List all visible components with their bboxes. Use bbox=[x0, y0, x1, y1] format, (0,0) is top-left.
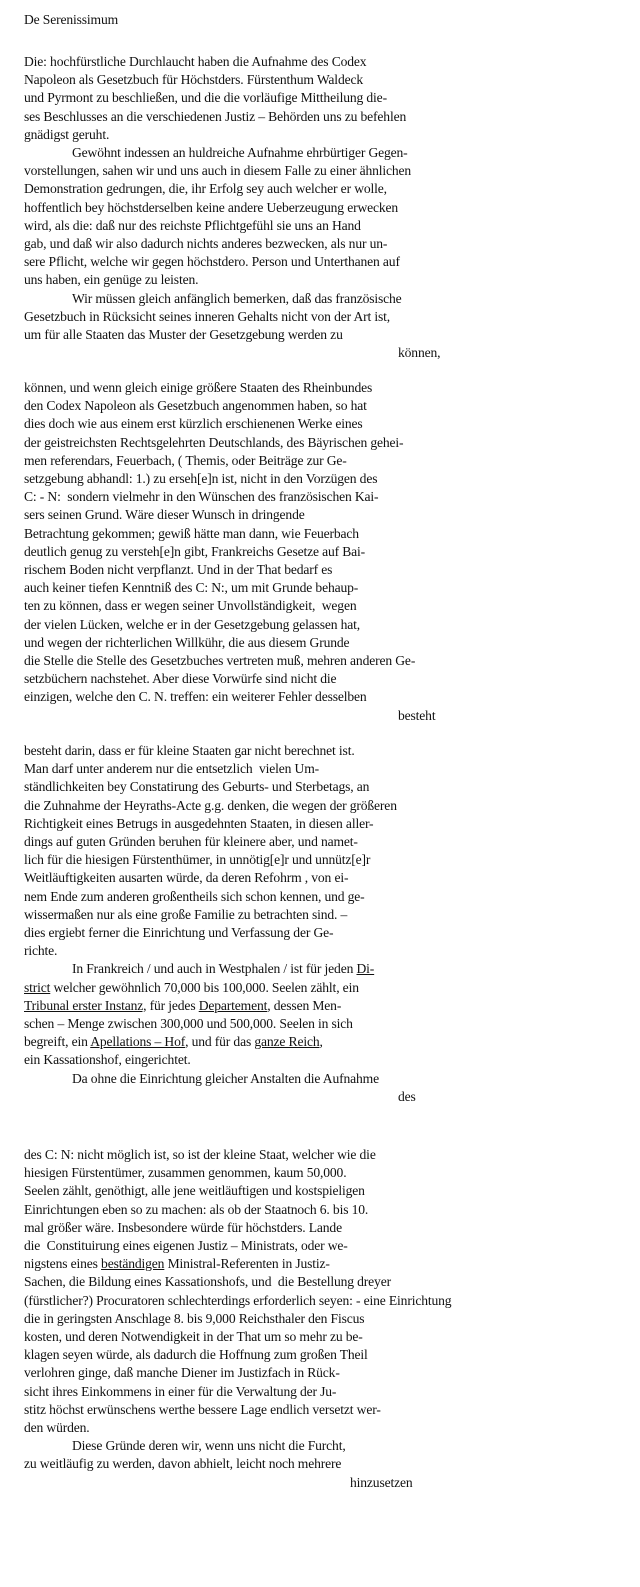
text-line bbox=[24, 906, 347, 924]
text-segment: (fürstlicher?) Procuratoren schlechterdings erforderlich seyen: - eine Einrichtung bbox=[24, 1292, 452, 1308]
text-segment: Da ohne die Einrichtung gleicher Anstalten die Aufnahme bbox=[72, 1070, 379, 1086]
text-segment: den Codex Napoleon als Gesetzbuch angenommen haben, so hat bbox=[24, 398, 367, 414]
text-line bbox=[24, 942, 57, 960]
text-line bbox=[24, 1401, 381, 1419]
text-line bbox=[24, 1255, 330, 1273]
text-line bbox=[24, 326, 343, 344]
text-line bbox=[24, 815, 373, 833]
text-line bbox=[72, 1070, 379, 1088]
text-line bbox=[24, 89, 387, 107]
text-segment: ses Beschlusses an die verschiedenen Justiz – Behörden uns zu befehlen bbox=[24, 108, 407, 124]
text-segment: dies ergiebt ferner die Einrichtung und Verfassung der Ge- bbox=[24, 925, 334, 940]
text-line bbox=[72, 290, 402, 308]
text-line bbox=[24, 71, 363, 89]
text-line bbox=[24, 452, 347, 470]
text-line bbox=[24, 379, 372, 397]
underlined-term: ganze Reich bbox=[254, 1034, 320, 1050]
text-line bbox=[24, 561, 332, 579]
text-line bbox=[24, 470, 377, 488]
text-line bbox=[24, 888, 365, 906]
text-line bbox=[24, 634, 349, 652]
text-line bbox=[24, 1328, 363, 1346]
text-line bbox=[24, 1346, 368, 1364]
text-segment: men referendars, Feuerbach, ( Themis, oder Beiträge zur Ge- bbox=[24, 452, 347, 468]
text-segment: gab, und daß wir also dadurch nichts anderes bezwecken, als nur un- bbox=[24, 236, 388, 251]
text-segment: hoffentlich bey höchstderselben keine andere Ueberzeugung erwecken bbox=[24, 199, 399, 215]
text-segment: rischem Boden nicht verpflanzt. Und in der That bedarf es bbox=[24, 562, 333, 577]
underlined-term: Tribunal erster Instanz, bbox=[24, 997, 147, 1013]
text-line bbox=[24, 271, 198, 289]
text-line bbox=[24, 997, 341, 1015]
text-line bbox=[72, 1437, 346, 1455]
text-segment: lich für die hiesigen Fürstenthümer, in unnötig[e]r und unnütz[e]r bbox=[24, 852, 371, 868]
text-line bbox=[24, 742, 355, 760]
text-line bbox=[24, 180, 387, 198]
text-line bbox=[24, 108, 406, 126]
text-segment: kosten, und deren Notwendigkeit in der That um so mehr zu be- bbox=[24, 1329, 363, 1344]
text-segment: sere Pflicht, welche wir gegen höchstdero. Person und Unterthanen auf bbox=[24, 254, 400, 270]
text-segment: In Frankreich / und auch in Westphalen / ist für jeden bbox=[72, 961, 357, 977]
text-segment: schen – Menge zwischen 300,000 und 500,000. Seelen in sich bbox=[24, 1016, 353, 1031]
text-segment: Diese Gründe deren wir, wenn uns nicht die Furcht, bbox=[72, 1438, 346, 1454]
catchword: besteht bbox=[398, 707, 436, 723]
text-segment: deutlich genug zu versteh[e]n gibt, Frankreichs Gesetze auf Bai- bbox=[24, 543, 366, 559]
text-line bbox=[24, 924, 333, 942]
text-segment: ten zu können, dass er wegen seiner Unvollständigkeit, wegen bbox=[24, 598, 357, 614]
text-line bbox=[24, 979, 359, 997]
text-segment: des C: N: nicht möglich ist, so ist der kleine Staat, welcher wie die bbox=[24, 1147, 376, 1162]
text-line bbox=[24, 415, 363, 433]
text-segment: Ministral-Referenten in Justiz- bbox=[164, 1256, 330, 1272]
text-segment: richte. bbox=[24, 943, 58, 959]
text-line bbox=[24, 652, 415, 670]
text-segment: , dessen Men- bbox=[267, 997, 342, 1013]
underlined-term: Di- bbox=[356, 961, 375, 977]
text-segment: ein Kassationshof, eingerichtet. bbox=[24, 1052, 191, 1068]
text-segment: einzigen, welche den C. N. treffen: ein weiterer Fehler desselben bbox=[24, 689, 367, 705]
text-segment: , und für das bbox=[185, 1034, 255, 1050]
text-segment: Seelen zählt, genöthigt, alle jene weitläuftigen und kostspieligen bbox=[24, 1183, 365, 1199]
underlined-term: strict bbox=[24, 979, 51, 995]
text-segment: Gewöhnt indessen an huldreiche Aufnahme ehrbürtiger Gegen- bbox=[72, 145, 408, 160]
text-segment: Man darf unter anderem nur die entsetzlich vielen Um- bbox=[24, 761, 319, 777]
text-segment: wird, als die: daß nur des reichste Pflichtgefühl sie uns an Hand bbox=[24, 217, 361, 233]
text-segment: Richtigkeit eines Betrugs in ausgedehnten Staaten, in diesen aller- bbox=[24, 815, 374, 831]
document-heading: De Serenissimum bbox=[24, 12, 119, 27]
text-line bbox=[24, 1146, 376, 1164]
text-line bbox=[24, 126, 109, 144]
text-segment: der vielen Lücken, welche er in der Gesetzgebung gelassen hat, bbox=[24, 616, 361, 632]
text-segment: mal größer wäre. Insbesondere würde für höchstders. Lande bbox=[24, 1219, 342, 1235]
text-line bbox=[24, 1182, 365, 1200]
text-segment: hiesigen Fürstentümer, zusammen genommen, kaum 50,000. bbox=[24, 1165, 347, 1181]
text-segment: verlohren ginge, daß manche Diener im Justizfach in Rück- bbox=[24, 1365, 340, 1381]
text-line bbox=[24, 199, 398, 217]
text-line bbox=[24, 53, 366, 71]
text-line bbox=[24, 253, 400, 271]
text-line bbox=[24, 488, 378, 506]
catchword: des bbox=[398, 1088, 416, 1104]
text-segment: Napoleon als Gesetzbuch für Höchstders. Fürstenthum Waldeck bbox=[24, 72, 363, 88]
text-line bbox=[24, 308, 390, 326]
text-line bbox=[24, 597, 357, 615]
text-line bbox=[72, 960, 374, 978]
text-line bbox=[24, 579, 358, 597]
text-segment: , bbox=[319, 1034, 323, 1050]
text-segment: die Constituirung eines eigenen Justiz – Ministrats, oder we- bbox=[24, 1238, 348, 1253]
catchword: hinzusetzen bbox=[350, 1474, 413, 1490]
text-line bbox=[24, 688, 367, 706]
text-line bbox=[24, 1164, 346, 1182]
text-line bbox=[24, 1273, 391, 1291]
text-segment: um für alle Staaten das Muster der Gesetzgebung werden zu bbox=[24, 327, 343, 342]
text-segment: ständlichkeiten bey Constatirung des Geburts- und Sterbetags, an bbox=[24, 779, 370, 795]
catchword: können, bbox=[398, 345, 441, 361]
text-segment: setzgebung abhandl: 1.) zu erseh[e]n ist, nicht in den Vorzügen des bbox=[24, 471, 378, 486]
text-line bbox=[24, 434, 403, 452]
text-line bbox=[24, 1237, 348, 1255]
text-line bbox=[24, 670, 336, 688]
text-line bbox=[72, 144, 408, 162]
text-segment: wissermaßen nur als eine große Familie zu betrachten sind. – bbox=[24, 906, 348, 922]
text-segment: Gesetzbuch in Rücksicht seines inneren Gehalts nicht von der Art ist, bbox=[24, 308, 391, 324]
text-segment: können, und wenn gleich einige größere Staaten des Rheinbundes bbox=[24, 380, 373, 395]
text-line bbox=[24, 797, 397, 815]
text-segment: dies doch wie aus einem erst kürzlich erschienenen Werke eines bbox=[24, 416, 363, 432]
text-line bbox=[24, 869, 348, 887]
text-segment: und Pyrmont zu beschließen, und die die vorläufige Mittheilung die- bbox=[24, 90, 387, 106]
text-line bbox=[24, 851, 370, 869]
text-segment: nem Ende zum anderen großentheils sich schon kennen, und ge- bbox=[24, 888, 365, 904]
text-line bbox=[24, 235, 387, 253]
text-segment: die Zuhnahme der Heyraths-Acte g.g. denken, die wegen der größeren bbox=[24, 797, 397, 813]
text-line bbox=[24, 778, 369, 796]
text-segment: besteht darin, dass er für kleine Staaten gar nicht berechnet ist. bbox=[24, 743, 355, 758]
text-segment: und wegen der richterlichen Willkühr, die aus diesem Grunde bbox=[24, 634, 350, 650]
text-segment: zu weitläufig zu werden, davon abhielt, leicht noch mehrere bbox=[24, 1456, 342, 1472]
text-segment: C: - N: sondern vielmehr in den Wünschen des französischen Kai- bbox=[24, 489, 379, 505]
underlined-term: Departement bbox=[198, 997, 268, 1013]
underlined-term: beständigen bbox=[101, 1256, 165, 1272]
text-segment: vorstellungen, sahen wir und uns auch in diesem Falle zu einer ähnlichen bbox=[24, 163, 412, 179]
text-segment: der geistreichsten Rechtsgelehrten Deutschlands, des Bäyrischen gehei- bbox=[24, 434, 404, 450]
text-line bbox=[24, 506, 305, 524]
text-segment: stitz höchst erwünschens werthe bessere Lage endlich versetzt wer- bbox=[24, 1401, 381, 1417]
text-segment: sers seinen Grund. Wäre dieser Wunsch in dringende bbox=[24, 507, 305, 523]
text-segment: den würden. bbox=[24, 1420, 90, 1435]
text-line bbox=[24, 833, 358, 851]
text-line bbox=[24, 1310, 364, 1328]
underlined-term: Apellations – Hof bbox=[90, 1034, 186, 1050]
text-segment: die Stelle die Stelle des Gesetzbuches vertreten muß, mehren anderen Ge- bbox=[24, 653, 416, 668]
text-line bbox=[24, 1033, 323, 1051]
text-line bbox=[24, 543, 365, 561]
text-line bbox=[24, 162, 411, 180]
text-line bbox=[24, 1292, 451, 1310]
text-line bbox=[24, 1219, 342, 1237]
text-segment: nigstens eines bbox=[24, 1256, 102, 1272]
text-line bbox=[24, 217, 361, 235]
text-line bbox=[24, 1051, 191, 1069]
text-line bbox=[24, 1364, 340, 1382]
text-segment: die in geringsten Anschlage 8. bis 9,000 Reichsthaler den Fiscus bbox=[24, 1310, 365, 1326]
text-line bbox=[24, 1015, 353, 1033]
text-segment: Wir müssen gleich anfänglich bemerken, daß das französische bbox=[72, 290, 402, 306]
text-line bbox=[24, 1455, 341, 1473]
text-line bbox=[24, 525, 359, 543]
text-segment: welcher gewöhnlich 70,000 bis 100,000. Seelen zählt, ein bbox=[50, 979, 359, 995]
text-segment: für jedes bbox=[146, 997, 199, 1013]
text-segment: sicht ihres Einkommens in einer für die Verwaltung der Ju- bbox=[24, 1383, 337, 1399]
text-segment: Betrachtung gekommen; gewiß hätte man dann, wie Feuerbach bbox=[24, 525, 359, 541]
text-segment: dings auf guten Gründen beruhen für kleinere aber, und namet- bbox=[24, 834, 358, 849]
text-segment: setzbüchern nachstehet. Aber diese Vorwürfe sind nicht die bbox=[24, 671, 337, 687]
text-segment: Weitläuftigkeiten ausarten würde, da deren Refohrm , von ei- bbox=[24, 870, 349, 886]
text-line bbox=[24, 1383, 336, 1401]
text-segment: Sachen, die Bildung eines Kassationshofs, und die Bestellung dreyer bbox=[24, 1274, 391, 1290]
text-segment: gnädigst geruht. bbox=[24, 126, 110, 142]
text-line bbox=[24, 1201, 368, 1219]
text-segment: Einrichtungen eben so zu machen: als ob der Staatnoch 6. bis 10. bbox=[24, 1201, 369, 1217]
text-segment: Die: hochfürstliche Durchlaucht haben die Aufnahme des Codex bbox=[24, 54, 367, 69]
text-line bbox=[24, 616, 360, 634]
text-segment: Demonstration gedrungen, die, ihr Erfolg sey auch welcher er wolle, bbox=[24, 181, 387, 197]
text-line bbox=[24, 1419, 90, 1437]
text-segment: begreift, ein bbox=[24, 1034, 91, 1050]
text-segment: klagen seyen würde, als dadurch die Hoffnung zum großen Theil bbox=[24, 1347, 368, 1363]
text-segment: uns haben, ein genüge zu leisten. bbox=[24, 272, 199, 288]
text-line bbox=[24, 760, 319, 778]
text-line bbox=[24, 397, 367, 415]
text-segment: auch keiner tiefen Kenntniß des C: N:, um mit Grunde behaup- bbox=[24, 580, 359, 596]
